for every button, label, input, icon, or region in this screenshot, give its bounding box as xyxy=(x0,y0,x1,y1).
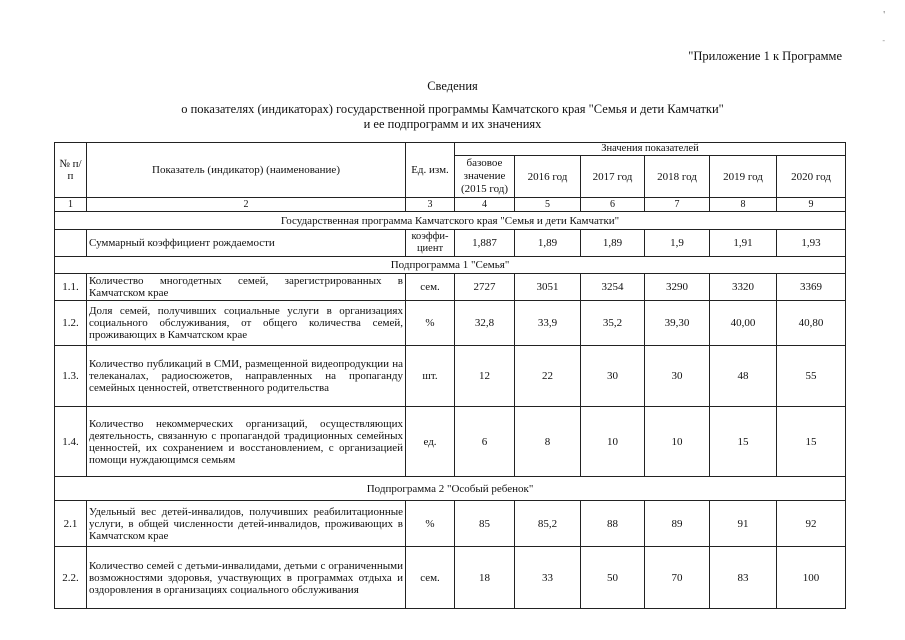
row-value: 1,89 xyxy=(515,230,581,257)
row-unit: % xyxy=(406,301,455,346)
row-num: 2.2. xyxy=(55,547,87,609)
indicators-table xyxy=(54,142,846,609)
header-2018: 2018 год xyxy=(645,156,710,198)
row-num: 2.1 xyxy=(55,501,87,547)
column-numbers-row xyxy=(55,198,846,212)
row-num xyxy=(55,230,87,257)
row-value: 3051 xyxy=(515,274,581,301)
header-2016: 2016 год xyxy=(515,156,581,198)
column-number: 4 xyxy=(455,198,515,212)
row-value: 35,2 xyxy=(581,301,645,346)
row-value: 1,9 xyxy=(645,230,710,257)
appendix-label: "Приложение 1 к Программе xyxy=(688,49,842,63)
row-value: 3290 xyxy=(645,274,710,301)
header-unit: Ед. изм. xyxy=(406,143,455,198)
row-value: 55 xyxy=(777,346,846,407)
column-number: 6 xyxy=(581,198,645,212)
column-number: 1 xyxy=(55,198,87,212)
row-num: 1.4. xyxy=(55,407,87,477)
row-indicator-name: Удельный вес детей-инвалидов, получивших реабилитационные услуги, в общей численности детей-инвалидов, проживающих в Камчатском крае xyxy=(87,501,406,547)
edge-mark: - xyxy=(882,36,885,45)
column-number: 5 xyxy=(515,198,581,212)
header-2020: 2020 год xyxy=(777,156,846,198)
row-value: 85,2 xyxy=(515,501,581,547)
column-number: 2 xyxy=(87,198,406,212)
row-value: 3369 xyxy=(777,274,846,301)
row-value: 10 xyxy=(645,407,710,477)
row-unit: шт. xyxy=(406,346,455,407)
row-value: 6 xyxy=(455,407,515,477)
row-indicator-name: Количество многодетных семей, зарегистрированных в Камчатском крае xyxy=(87,274,406,301)
table-row xyxy=(55,407,846,477)
column-number: 7 xyxy=(645,198,710,212)
row-value: 15 xyxy=(710,407,777,477)
row-value: 1,91 xyxy=(710,230,777,257)
subprogram-1-title: Подпрограмма 1 "Семья" xyxy=(55,257,846,274)
row-indicator-name: Количество семей с детьми-инвалидами, детьми с ограниченными возможностями здоровья, участвующих в программах отдыха и оздоровления в организациях социального обслуживания xyxy=(87,547,406,609)
row-num: 1.1. xyxy=(55,274,87,301)
subprogram-1-section-row xyxy=(55,257,846,274)
row-value: 30 xyxy=(645,346,710,407)
subprogram-2-title: Подпрограмма 2 "Особый ребенок" xyxy=(55,477,846,501)
row-value: 85 xyxy=(455,501,515,547)
row-value: 40,80 xyxy=(777,301,846,346)
table-row xyxy=(55,501,846,547)
row-value: 88 xyxy=(581,501,645,547)
row-value: 8 xyxy=(515,407,581,477)
row-value: 22 xyxy=(515,346,581,407)
document-title: Сведения xyxy=(427,79,478,93)
document-subtitle xyxy=(0,102,905,132)
row-value: 18 xyxy=(455,547,515,609)
header-num: № п/п xyxy=(55,143,87,198)
header-values-group: Значения показателей xyxy=(455,143,846,156)
row-value: 83 xyxy=(710,547,777,609)
subtitle-line-2: и ее подпрограмм и их значениях xyxy=(363,117,542,131)
row-value: 30 xyxy=(581,346,645,407)
row-unit: коэффи-циент xyxy=(406,230,455,257)
row-value: 48 xyxy=(710,346,777,407)
row-value: 1,93 xyxy=(777,230,846,257)
row-indicator-name: Количество публикаций в СМИ, размещенной видеопродукции на телеканалах, радиосюжетов, направленных на пропаганду семейных ценностей, ответственного родительства xyxy=(87,346,406,407)
program-title: Государственная программа Камчатского края "Семья и дети Камчатки" xyxy=(55,212,846,230)
subprogram-2-section-row xyxy=(55,477,846,501)
row-indicator-name: Количество некоммерческих организаций, осуществляющих деятельность, связанную с пропагандой традиционных семейных ценностей, их сохранением и восстановлением, с организацией помощи нуждающимся семьям xyxy=(87,407,406,477)
row-value: 12 xyxy=(455,346,515,407)
column-number: 8 xyxy=(710,198,777,212)
row-value: 100 xyxy=(777,547,846,609)
row-value: 50 xyxy=(581,547,645,609)
row-unit: сем. xyxy=(406,547,455,609)
table-row xyxy=(55,346,846,407)
row-indicator-name: Суммарный коэффициент рождаемости xyxy=(87,230,406,257)
row-unit: сем. xyxy=(406,274,455,301)
table-row xyxy=(55,230,846,257)
row-value: 3320 xyxy=(710,274,777,301)
table-row xyxy=(55,274,846,301)
table-row xyxy=(55,547,846,609)
table-row xyxy=(55,301,846,346)
row-value: 2727 xyxy=(455,274,515,301)
header-base: базовое значение (2015 год) xyxy=(455,156,515,198)
row-value: 92 xyxy=(777,501,846,547)
row-value: 40,00 xyxy=(710,301,777,346)
row-num: 1.3. xyxy=(55,346,87,407)
row-value: 33,9 xyxy=(515,301,581,346)
row-unit: ед. xyxy=(406,407,455,477)
header-indicator: Показатель (индикатор) (наименование) xyxy=(87,143,406,198)
row-value: 39,30 xyxy=(645,301,710,346)
row-indicator-name: Доля семей, получивших социальные услуги в организациях социального обслуживания, от общего количества семей, проживающих в Камчатском крае xyxy=(87,301,406,346)
row-value: 32,8 xyxy=(455,301,515,346)
row-value: 3254 xyxy=(581,274,645,301)
row-value: 10 xyxy=(581,407,645,477)
row-value: 1,89 xyxy=(581,230,645,257)
row-unit: % xyxy=(406,501,455,547)
header-row-1 xyxy=(55,143,846,156)
row-num: 1.2. xyxy=(55,301,87,346)
row-value: 91 xyxy=(710,501,777,547)
row-value: 70 xyxy=(645,547,710,609)
column-number: 9 xyxy=(777,198,846,212)
subtitle-line-1: о показателях (индикаторах) государственной программы Камчатского края "Семья и дети Камчатки" xyxy=(181,102,724,116)
header-2017: 2017 год xyxy=(581,156,645,198)
header-2019: 2019 год xyxy=(710,156,777,198)
row-value: 33 xyxy=(515,547,581,609)
corner-mark: ' xyxy=(883,10,885,21)
column-number: 3 xyxy=(406,198,455,212)
program-section-row xyxy=(55,212,846,230)
row-value: 1,887 xyxy=(455,230,515,257)
row-value: 89 xyxy=(645,501,710,547)
row-value: 15 xyxy=(777,407,846,477)
